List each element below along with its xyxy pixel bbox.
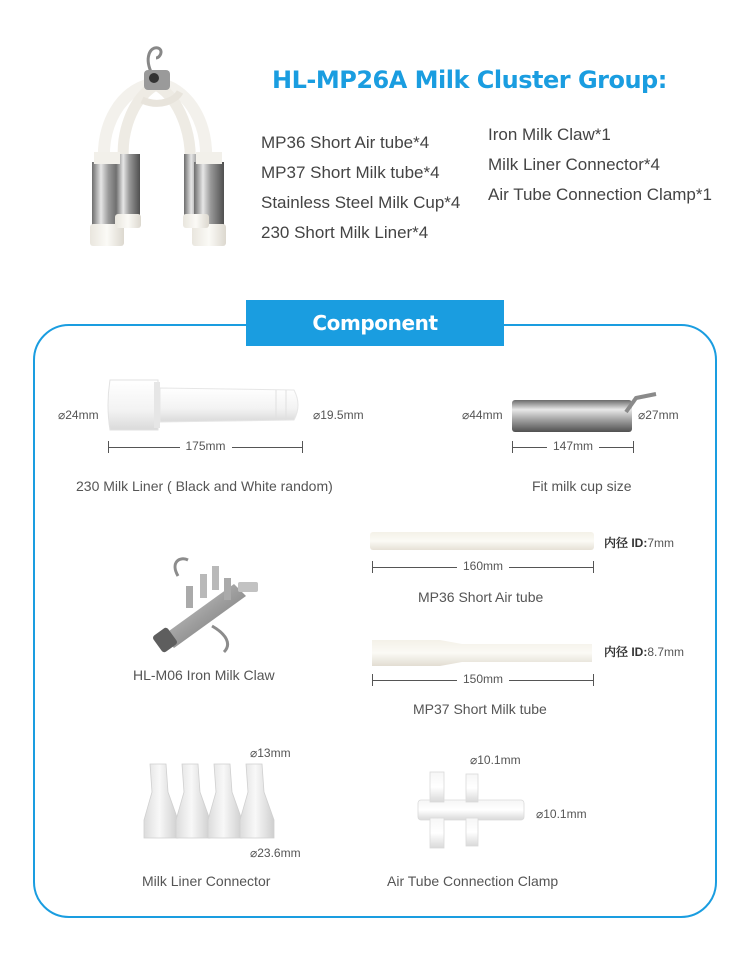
package-list-right [488, 120, 712, 210]
milk-cluster-illustration [80, 44, 240, 259]
air-tube-length-dimension [372, 561, 594, 573]
liner-length-label: 175mm [179, 439, 231, 453]
milk-tube-length-dimension [372, 674, 594, 686]
connector-bottom-diameter: ⌀23.6mm [250, 846, 301, 860]
list-item: MP37 Short Milk tube*4 [261, 163, 440, 182]
milk-tube-length-label: 150mm [457, 672, 509, 686]
clamp-top-diameter: ⌀10.1mm [470, 753, 521, 767]
air-tube-length-label: 160mm [457, 559, 509, 573]
milk-tube-inner-diameter [604, 643, 684, 660]
milk-tube-image [370, 636, 596, 668]
cup-length-label: 147mm [547, 439, 599, 453]
air-tube-id-label: 内径 ID: [604, 536, 648, 550]
clamp-right-diameter: ⌀10.1mm [536, 807, 587, 821]
air-tube-image [370, 530, 596, 552]
clamp-image [418, 770, 528, 852]
air-tube-inner-diameter [604, 534, 674, 551]
clamp-caption: Air Tube Connection Clamp [387, 873, 559, 889]
page-title: HL-MP26A Milk Cluster Group: [272, 66, 667, 94]
milk-tube-caption: MP37 Short Milk tube [413, 701, 547, 717]
list-item: Air Tube Connection Clamp*1 [488, 185, 712, 204]
connector-top-diameter: ⌀13mm [250, 746, 291, 760]
milk-liner-image [104, 372, 304, 438]
cup-right-diameter: ⌀27mm [638, 408, 679, 422]
list-item: MP36 Short Air tube*4 [261, 133, 430, 152]
milk-tube-id-value: 8.7mm [647, 645, 685, 659]
package-list-left [261, 128, 460, 248]
liner-length-dimension [108, 441, 303, 453]
iron-claw-image [150, 556, 260, 656]
list-item: Milk Liner Connector*4 [488, 155, 660, 174]
cup-left-diameter: ⌀44mm [462, 408, 503, 422]
liner-left-diameter: ⌀24mm [58, 408, 99, 422]
list-item: Iron Milk Claw*1 [488, 125, 611, 144]
liner-caption: 230 Milk Liner ( Black and White random) [76, 478, 333, 494]
section-title: Component Parameters [246, 300, 504, 346]
air-tube-id-value: 7mm [647, 536, 675, 550]
liner-right-diameter: ⌀19.5mm [313, 408, 364, 422]
milk-tube-id-label: 内径 ID: [604, 645, 648, 659]
claw-caption: HL-M06 Iron Milk Claw [133, 667, 275, 683]
list-item: 230 Short Milk Liner*4 [261, 223, 429, 242]
connector-caption: Milk Liner Connector [142, 873, 271, 889]
cup-caption: Fit milk cup size [532, 478, 632, 494]
list-item: Stainless Steel Milk Cup*4 [261, 193, 461, 212]
air-tube-caption: MP36 Short Air tube [418, 589, 544, 605]
cup-length-dimension [512, 441, 634, 453]
liner-connector-image [144, 762, 276, 842]
